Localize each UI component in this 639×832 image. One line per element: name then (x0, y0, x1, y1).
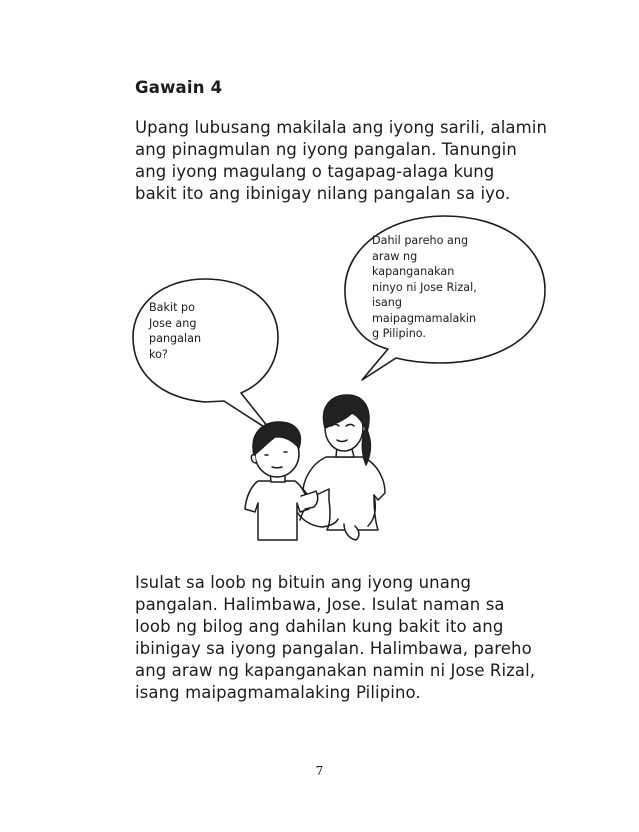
child-question-line: pangalan (149, 332, 202, 345)
child-question-line: Jose ang (149, 316, 197, 330)
intro-line: ang iyong magulang o tagapag-alaga kung (135, 162, 495, 181)
instruction-line: Isulat sa loob ng bituin ang iyong unang (135, 573, 472, 592)
instruction-line: isang maipagmamalaking Pilipino. (135, 683, 421, 702)
instruction-line: ibinigay sa iyong pangalan. Halimbawa, pareho (135, 639, 532, 658)
mother-figure (300, 395, 385, 540)
child-question-line: Bakit po (149, 301, 196, 314)
parent-answer-line: kapanganakan (372, 265, 455, 278)
parent-answer-line: Dahil pareho ang (372, 234, 469, 247)
parent-answer (372, 233, 502, 342)
page-number: 7 (315, 764, 324, 778)
child-question (149, 300, 239, 362)
intro-line: ang pinagmulan ng iyong pangalan. Tanungin (135, 140, 517, 159)
child-mouth (272, 467, 282, 468)
mother-ponytail (362, 428, 370, 465)
intro-line: Upang lubusang makilala ang iyong sarili, alamin (135, 118, 548, 137)
instruction-paragraph (135, 572, 585, 704)
parent-answer-line: araw ng (372, 249, 418, 263)
intro-line: bakit ito ang ibinigay nilang pangalan sa iyo. (135, 184, 511, 203)
parent-answer-line: maipagmamalakin (372, 311, 477, 325)
instruction-line: loob ng bilog ang dahilan kung bakit ito ang (135, 617, 504, 636)
child-shirt (245, 481, 309, 540)
instruction-line: pangalan. Halimbawa, Jose. Isulat naman sa (135, 595, 505, 614)
parent-answer-line: ninyo ni Jose Rizal, (372, 280, 477, 294)
instruction-line: ang araw ng kapanganakan namin ni Jose Rizal, (135, 661, 536, 680)
parent-answer-line: isang (372, 296, 402, 309)
activity-heading: Gawain 4 (135, 78, 223, 97)
child-question-line: ko? (149, 347, 168, 361)
parent-answer-line: g Pilipino. (372, 327, 426, 340)
